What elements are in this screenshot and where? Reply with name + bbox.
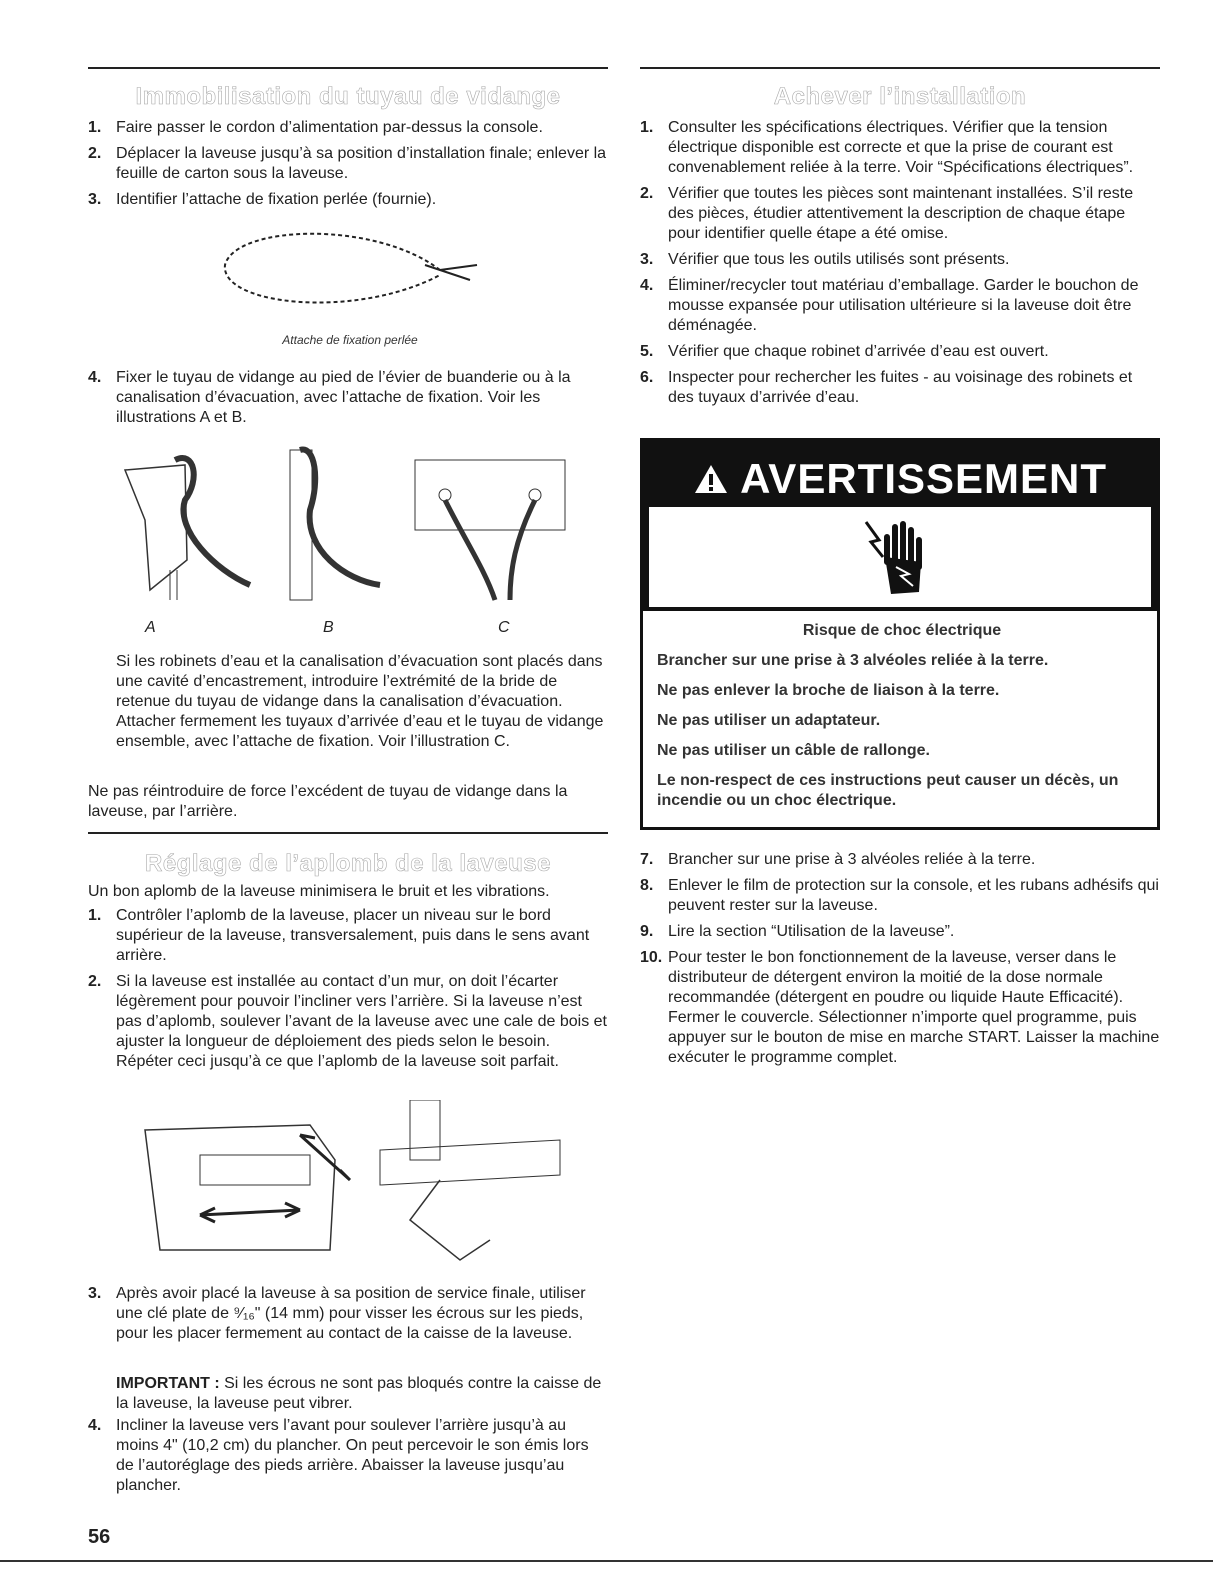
warning-title: AVERTISSEMENT — [643, 455, 1157, 503]
bottom-rule — [0, 1560, 1213, 1562]
warning-line: Ne pas utiliser un câble de rallonge. — [657, 742, 930, 759]
excess-hose-paragraph: Ne pas réintroduire de force l’excédent de tuyau de vidange dans la laveuse, par l’arrière. — [88, 783, 568, 820]
leveling-step3 — [88, 1284, 608, 1350]
top-rule-left — [88, 67, 608, 69]
list-item: 2. Si la laveuse est installée au contact d’un mur, on doit l’écarter légèrement pour pouvoir l’incliner vers l’arrière. Si la laveuse n’est pas d’aplomb, soulever l’avant de la laveuse avec une cale de bois et ajuster la longueur de déploiement des pieds selon le besoin. Répéter ceci jusqu’à ce que l’aplomb de la laveuse soit parfait. — [88, 973, 607, 1070]
leveling-steps — [88, 906, 608, 1078]
important-note — [116, 1374, 608, 1414]
leveling-intro: Un bon aplomb de la laveuse minimisera le bruit et les vibrations. — [88, 883, 550, 900]
drain-hose-illustrations — [115, 440, 595, 610]
list-item: 7. Brancher sur une prise à 3 alvéoles reliée à la terre. — [640, 851, 1036, 868]
warning-line: Le non-respect de ces instructions peut causer un décès, un incendie ou un choc électrique. — [657, 772, 1119, 809]
list-item: 2. Vérifier que toutes les pièces sont maintenant installées. S’il reste des pièces, étudier attentivement la description de chaque étape pour identifier quelle étape a été omise. — [640, 185, 1134, 242]
drain-hose-step4 — [88, 368, 608, 434]
warning-box — [640, 438, 1160, 830]
list-item: 6. Inspecter pour rechercher les fuites - au voisinage des robinets et des tuyaux d’arrivée d’eau. — [640, 369, 1133, 406]
page-number: 56 — [88, 1526, 111, 1548]
figure-label-b: B — [323, 619, 334, 636]
warning-icon-panel — [649, 507, 1151, 607]
list-item: 5. Vérifier que chaque robinet d’arrivée d’eau est ouvert. — [640, 343, 1049, 360]
section-heading-complete-installation: Achever l’installation — [773, 83, 1027, 110]
list-item: 1. Contrôler l’aplomb de la laveuse, placer un niveau sur le bord supérieur de la laveuse, transversalement, puis dans le sens avant arrière. — [88, 907, 590, 964]
beaded-tie-illustration — [215, 225, 485, 325]
warning-triangle-icon — [693, 463, 729, 495]
section-heading-leveling: Réglage de l’aplomb de la laveuse — [145, 850, 551, 877]
list-item: 3. Identifier l’attache de fixation perlée (fournie). — [88, 191, 437, 208]
list-item: 4. Incliner la laveuse vers l’avant pour soulever l’arrière jusqu’à au moins 4" (10,2 cm) du plancher. On peut percevoir le son émis lors de l’autoréglage des pieds arrière. Abaisser la laveuse jusqu’au plancher. — [88, 1417, 589, 1494]
list-item: 3. Vérifier que tous les outils utilisés sont présents. — [640, 251, 1010, 268]
list-item: 4. Fixer le tuyau de vidange au pied de l’évier de buanderie ou à la canalisation d’évacuation, avec l’attache de fixation. Voir les illustrations A et B. — [88, 369, 571, 426]
leveling-step4 — [88, 1416, 608, 1502]
warning-line: Ne pas utiliser un adaptateur. — [657, 712, 881, 729]
figure-label-c: C — [498, 619, 510, 636]
warning-line: Brancher sur une prise à 3 alvéoles reliée à la terre. — [657, 652, 1049, 669]
figure-caption: Attache de fixation perlée — [282, 333, 418, 347]
section-heading-drain-hose: Immobilisation du tuyau de vidange — [135, 83, 561, 110]
final-steps — [640, 850, 1160, 1074]
drain-hose-steps — [88, 118, 608, 216]
warning-text — [657, 621, 1147, 821]
list-item: 9. Lire la section “Utilisation de la laveuse”. — [640, 923, 955, 940]
list-item: 1. Faire passer le cordon d’alimentation par-dessus la console. — [88, 119, 543, 136]
list-item: 10. Pour tester le bon fonctionnement de la laveuse, verser dans le distributeur de détergent environ la moitié de la dose normale recommandée (détergent en poudre ou liquide Haute Efficacité). Fermer le couvercle. Sélectionner n’importe quel programme, puis appuyer sur le bouton de mise en marche START. Laisser la machine exécuter le programme complet. — [640, 949, 1160, 1066]
installation-steps — [640, 118, 1160, 414]
leveling-illustrations — [140, 1100, 600, 1270]
important-label: IMPORTANT : — [116, 1375, 220, 1392]
figure-label-a: A — [145, 619, 156, 636]
important-text: Si les écrous ne sont pas bloqués contre la caisse de la laveuse, la laveuse peut vibrer. — [116, 1375, 602, 1412]
warning-line: Ne pas enlever la broche de liaison à la terre. — [657, 682, 1000, 699]
list-item: 3. Après avoir placé la laveuse à sa position de service finale, utiliser une clé plate de ⁹⁄₁₆" (14 mm) pour visser les écrous sur les pieds, pour les placer fermement au contact de la caisse de la laveuse. — [88, 1285, 586, 1342]
list-item: 4. Éliminer/recycler tout matériau d’emballage. Garder le bouchon de mousse expansée pour utilisation ultérieure si la laveuse doit être déménagée. — [640, 277, 1139, 334]
list-item: 2. Déplacer la laveuse jusqu’à sa position d’installation finale; enlever la feuille de carton sous la laveuse. — [88, 145, 607, 182]
mid-rule-left — [88, 832, 608, 834]
top-rule-right — [640, 67, 1160, 69]
recess-paragraph: Si les robinets d’eau et la canalisation d’évacuation sont placés dans une cavité d’encastrement, introduire l’extrémité de la bride de retenue du tuyau de vidange dans la canalisation d’évacuation. Attacher fermement les tuyaux d’arrivée d’eau et le tuyau de vidange ensemble, avec l’attache de fixation. Voir l’illustration C. — [116, 653, 604, 750]
electrical-shock-hand-icon — [861, 512, 931, 602]
warning-header — [643, 441, 1157, 611]
warning-risk: Risque de choc électrique — [802, 622, 1002, 639]
list-item: 1. Consulter les spécifications électriques. Vérifier que la tension électrique disponible est correcte et que la prise de courant est convenablement reliée à la terre. Voir “Spécifications électriques”. — [640, 119, 1134, 176]
list-item: 8. Enlever le film de protection sur la console, et les rubans adhésifs qui peuvent rester sur la laveuse. — [640, 877, 1159, 914]
